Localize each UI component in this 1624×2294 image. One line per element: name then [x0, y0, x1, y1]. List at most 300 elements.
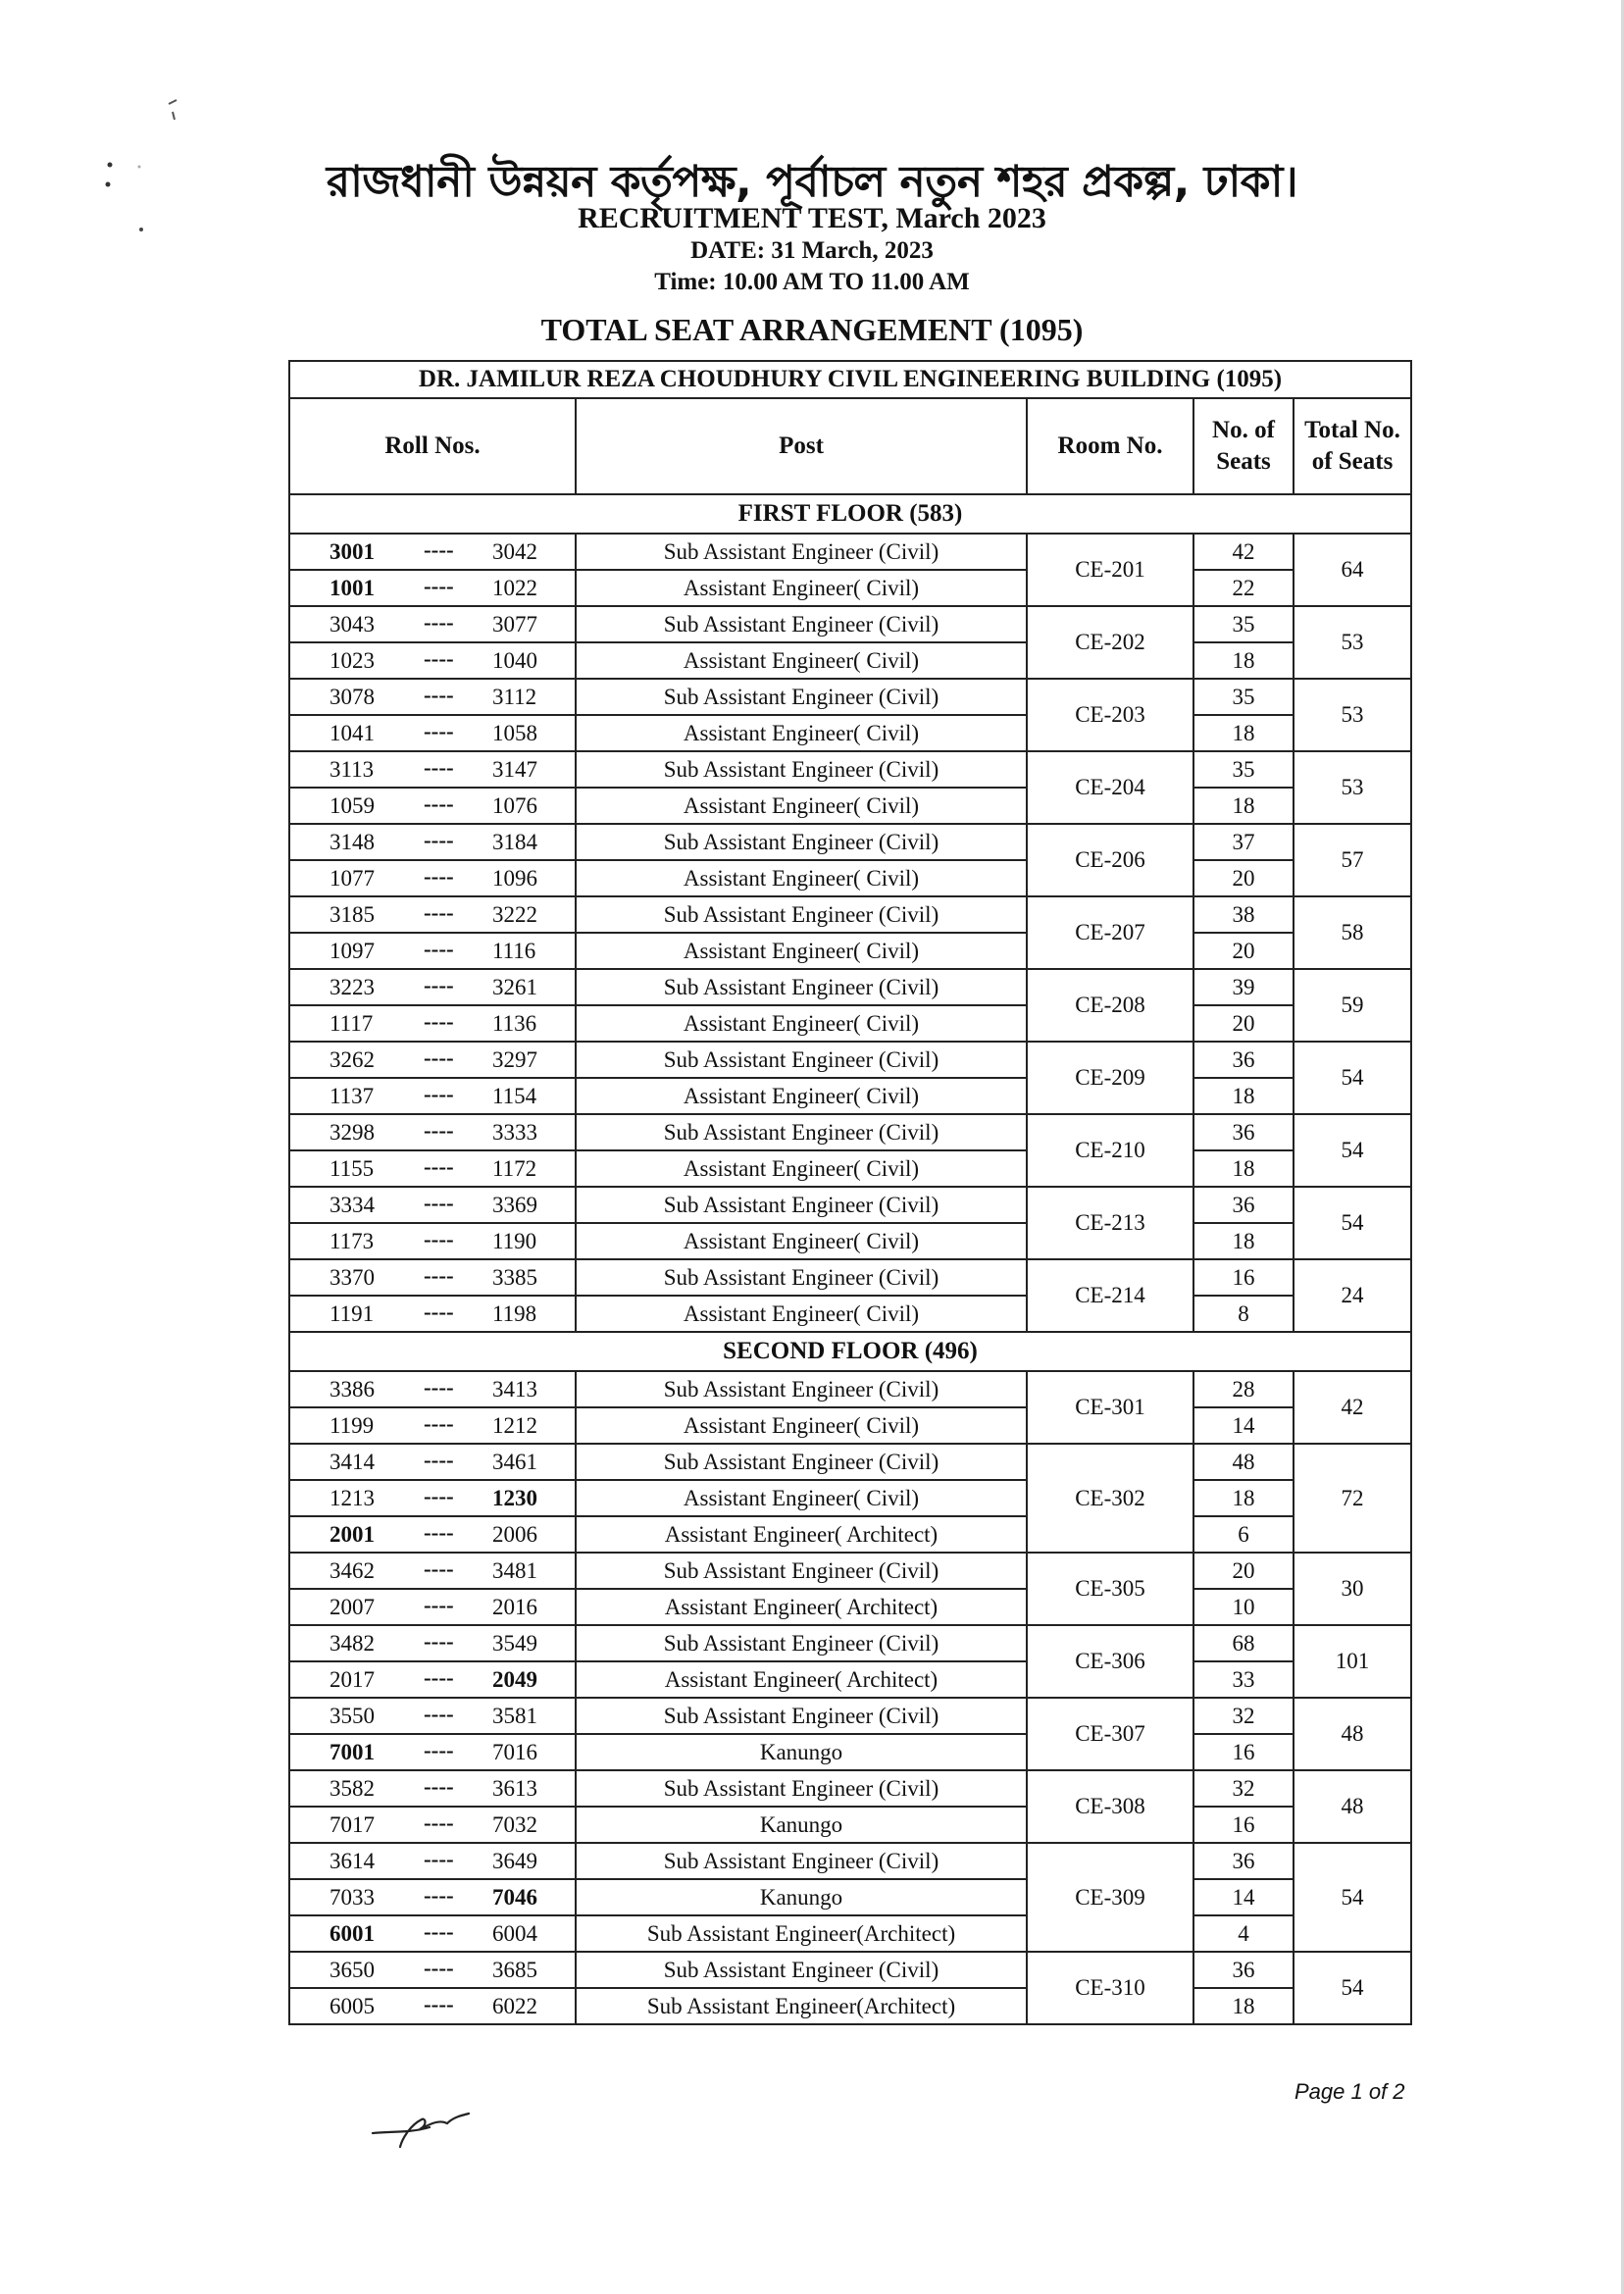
post-cell: Sub Assistant Engineer (Civil) [576, 896, 1027, 933]
roll-range [289, 1407, 576, 1444]
roll-to: 3649 [492, 1849, 537, 1873]
roll-from: 1191 [330, 1301, 375, 1326]
seats-cell: 35 [1193, 606, 1294, 642]
roll-range [289, 1661, 576, 1698]
table-row [289, 1661, 1411, 1698]
post-cell: Sub Assistant Engineer (Civil) [576, 824, 1027, 860]
total-cell: 57 [1294, 824, 1411, 896]
post-cell: Sub Assistant Engineer (Civil) [576, 1042, 1027, 1078]
roll-from: 1213 [330, 1486, 375, 1510]
seats-cell: 20 [1193, 1553, 1294, 1589]
table-row [289, 1770, 1411, 1807]
roll-to: 3184 [492, 830, 537, 854]
roll-range [289, 1005, 576, 1042]
table-row [289, 1187, 1411, 1223]
total-cell: 48 [1294, 1698, 1411, 1770]
roll-range [289, 1187, 576, 1223]
table-row [289, 534, 1411, 570]
seats-cell: 35 [1193, 679, 1294, 715]
page-number: Page 1 of 2 [1294, 2079, 1405, 2104]
roll-range [289, 1553, 576, 1589]
roll-dash: ---- [424, 1883, 454, 1908]
roll-from: 3582 [330, 1776, 375, 1801]
table-row [289, 860, 1411, 896]
roll-to: 3369 [492, 1193, 537, 1217]
roll-range [289, 1807, 576, 1843]
roll-dash: ---- [424, 1956, 454, 1980]
post-cell: Assistant Engineer( Civil) [576, 1296, 1027, 1332]
roll-from: 3043 [330, 612, 375, 637]
total-cell: 64 [1294, 534, 1411, 606]
roll-to: 1116 [492, 939, 536, 963]
col-room-header: Room No. [1027, 398, 1193, 494]
seats-cell: 35 [1193, 751, 1294, 788]
floor-title: FIRST FLOOR (583) [289, 494, 1411, 534]
roll-to: 6004 [492, 1921, 537, 1946]
room-cell: CE-301 [1027, 1371, 1193, 1444]
seats-cell: 18 [1193, 1988, 1294, 2024]
roll-from: 3298 [330, 1120, 375, 1145]
roll-from: 1173 [330, 1229, 375, 1253]
room-cell: CE-202 [1027, 606, 1193, 679]
roll-range [289, 1625, 576, 1661]
post-cell: Sub Assistant Engineer (Civil) [576, 1770, 1027, 1807]
roll-to: 1022 [492, 576, 537, 600]
roll-dash: ---- [424, 1919, 454, 1944]
roll-from: 7001 [330, 1740, 375, 1764]
table-row [289, 1589, 1411, 1625]
roll-to: 3385 [492, 1265, 537, 1290]
roll-to: 2016 [492, 1595, 537, 1619]
roll-range [289, 1516, 576, 1553]
seats-cell: 36 [1193, 1843, 1294, 1879]
roll-range [289, 1042, 576, 1078]
roll-from: 3078 [330, 685, 375, 709]
roll-to: 3549 [492, 1631, 537, 1656]
roll-to: 3581 [492, 1704, 537, 1728]
roll-to: 1040 [492, 648, 537, 673]
roll-dash: ---- [424, 791, 454, 816]
post-cell: Assistant Engineer( Civil) [576, 570, 1027, 606]
seats-cell: 22 [1193, 570, 1294, 606]
post-cell: Assistant Engineer( Civil) [576, 715, 1027, 751]
roll-from: 3223 [330, 975, 375, 999]
roll-dash: ---- [424, 1300, 454, 1324]
roll-to: 3413 [492, 1377, 537, 1402]
roll-range [289, 1770, 576, 1807]
post-cell: Assistant Engineer( Architect) [576, 1661, 1027, 1698]
floor-row [289, 1332, 1411, 1371]
building-title: DR. JAMILUR REZA CHOUDHURY CIVIL ENGINEERING BUILDING (1095) [289, 361, 1411, 398]
roll-from: 3414 [330, 1450, 375, 1474]
post-cell: Sub Assistant Engineer(Architect) [576, 1988, 1027, 2024]
arrangement-title: TOTAL SEAT ARRANGEMENT (1095) [540, 312, 1084, 347]
table-row [289, 606, 1411, 642]
roll-from: 1155 [330, 1156, 375, 1181]
seats-cell: 36 [1193, 1042, 1294, 1078]
roll-range [289, 1589, 576, 1625]
table-row [289, 1553, 1411, 1589]
table-row [289, 1078, 1411, 1114]
roll-from: 1199 [330, 1413, 375, 1438]
table-row [289, 1988, 1411, 2024]
roll-to: 3481 [492, 1558, 537, 1583]
post-cell: Sub Assistant Engineer(Architect) [576, 1915, 1027, 1952]
post-cell: Sub Assistant Engineer (Civil) [576, 1625, 1027, 1661]
roll-dash: ---- [424, 1992, 454, 2016]
roll-dash: ---- [424, 755, 454, 780]
roll-range [289, 1952, 576, 1988]
roll-range [289, 715, 576, 751]
roll-to: 1190 [492, 1229, 537, 1253]
seat-arrangement-table [288, 360, 1412, 2025]
table-row [289, 715, 1411, 751]
table-row [289, 969, 1411, 1005]
roll-to: 7016 [492, 1740, 537, 1764]
roll-to: 1136 [492, 1011, 537, 1036]
table-row [289, 1734, 1411, 1770]
roll-dash: ---- [424, 1629, 454, 1654]
table-row [289, 1952, 1411, 1988]
room-cell: CE-206 [1027, 824, 1193, 896]
roll-to: 6022 [492, 1994, 537, 2018]
roll-from: 3262 [330, 1047, 375, 1072]
post-cell: Assistant Engineer( Civil) [576, 1407, 1027, 1444]
roll-range [289, 642, 576, 679]
roll-dash: ---- [424, 719, 454, 743]
roll-from: 3113 [330, 757, 375, 782]
table-row [289, 1444, 1411, 1480]
roll-range [289, 1259, 576, 1296]
table-row [289, 570, 1411, 606]
floor-title: SECOND FLOOR (496) [289, 1332, 1411, 1371]
seats-cell: 33 [1193, 1661, 1294, 1698]
roll-to: 1076 [492, 793, 537, 818]
room-cell: CE-204 [1027, 751, 1193, 824]
post-cell: Sub Assistant Engineer (Civil) [576, 969, 1027, 1005]
table-row [289, 1480, 1411, 1516]
roll-to: 1212 [492, 1413, 537, 1438]
roll-dash: ---- [424, 1810, 454, 1835]
table-row [289, 788, 1411, 824]
roll-from: 2007 [330, 1595, 375, 1619]
col-seats-header: No. of Seats [1193, 398, 1294, 494]
room-cell: CE-305 [1027, 1553, 1193, 1625]
roll-dash: ---- [424, 1263, 454, 1288]
roll-to: 3261 [492, 975, 537, 999]
seats-cell: 20 [1193, 933, 1294, 969]
post-cell: Sub Assistant Engineer (Civil) [576, 679, 1027, 715]
table-row [289, 1698, 1411, 1734]
roll-range [289, 606, 576, 642]
total-cell: 24 [1294, 1259, 1411, 1332]
seats-cell: 38 [1193, 896, 1294, 933]
col-total-header: Total No. of Seats [1294, 398, 1411, 494]
roll-dash: ---- [424, 683, 454, 707]
roll-dash: ---- [424, 574, 454, 598]
table-row [289, 896, 1411, 933]
post-cell: Kanungo [576, 1879, 1027, 1915]
seats-cell: 28 [1193, 1371, 1294, 1407]
seats-cell: 18 [1193, 1078, 1294, 1114]
roll-from: 3001 [330, 539, 375, 564]
roll-dash: ---- [424, 1118, 454, 1143]
post-cell: Sub Assistant Engineer (Civil) [576, 606, 1027, 642]
seats-cell: 37 [1193, 824, 1294, 860]
table-row [289, 1005, 1411, 1042]
total-cell: 54 [1294, 1187, 1411, 1259]
roll-from: 1097 [330, 939, 375, 963]
post-cell: Assistant Engineer( Civil) [576, 1005, 1027, 1042]
roll-from: 3482 [330, 1631, 375, 1656]
roll-dash: ---- [424, 646, 454, 671]
roll-to: 3685 [492, 1958, 537, 1982]
post-cell: Sub Assistant Engineer (Civil) [576, 534, 1027, 570]
roll-dash: ---- [424, 1738, 454, 1762]
seats-cell: 14 [1193, 1879, 1294, 1915]
roll-to: 1154 [492, 1084, 537, 1108]
table-row [289, 1371, 1411, 1407]
roll-range [289, 679, 576, 715]
room-cell: CE-203 [1027, 679, 1193, 751]
roll-to: 2006 [492, 1522, 537, 1547]
total-cell: 53 [1294, 679, 1411, 751]
roll-range [289, 1296, 576, 1332]
seats-cell: 32 [1193, 1698, 1294, 1734]
roll-dash: ---- [424, 1082, 454, 1106]
roll-to: 3461 [492, 1450, 537, 1474]
roll-from: 6001 [330, 1921, 375, 1946]
seats-cell: 39 [1193, 969, 1294, 1005]
roll-range [289, 1915, 576, 1952]
seats-cell: 20 [1193, 1005, 1294, 1042]
roll-dash: ---- [424, 1191, 454, 1215]
roll-from: 2017 [330, 1667, 375, 1692]
roll-from: 1137 [330, 1084, 375, 1108]
roll-from: 6005 [330, 1994, 375, 2018]
post-cell: Assistant Engineer( Civil) [576, 1150, 1027, 1187]
roll-from: 3614 [330, 1849, 375, 1873]
roll-to: 3077 [492, 612, 537, 637]
seats-cell: 48 [1193, 1444, 1294, 1480]
total-cell: 58 [1294, 896, 1411, 969]
roll-range [289, 534, 576, 570]
seats-cell: 6 [1193, 1516, 1294, 1553]
roll-dash: ---- [424, 1045, 454, 1070]
roll-range [289, 1114, 576, 1150]
roll-from: 3334 [330, 1193, 375, 1217]
room-cell: CE-209 [1027, 1042, 1193, 1114]
col-post-header: Post [576, 398, 1027, 494]
roll-to: 3297 [492, 1047, 537, 1072]
post-cell: Assistant Engineer( Architect) [576, 1516, 1027, 1553]
table-row [289, 1223, 1411, 1259]
roll-dash: ---- [424, 1774, 454, 1799]
seats-cell: 16 [1193, 1734, 1294, 1770]
table-row [289, 1915, 1411, 1952]
roll-dash: ---- [424, 1375, 454, 1400]
seats-cell: 4 [1193, 1915, 1294, 1952]
roll-from: 3185 [330, 902, 375, 927]
roll-dash: ---- [424, 900, 454, 925]
roll-dash: ---- [424, 937, 454, 961]
roll-range [289, 1698, 576, 1734]
room-cell: CE-309 [1027, 1843, 1193, 1952]
roll-range [289, 1988, 576, 2024]
roll-dash: ---- [424, 864, 454, 889]
roll-dash: ---- [424, 973, 454, 997]
roll-range [289, 1078, 576, 1114]
roll-to: 7046 [492, 1885, 537, 1910]
table-row [289, 1843, 1411, 1879]
roll-dash: ---- [424, 1448, 454, 1472]
room-cell: CE-213 [1027, 1187, 1193, 1259]
roll-from: 7017 [330, 1812, 375, 1837]
post-cell: Sub Assistant Engineer (Civil) [576, 1444, 1027, 1480]
post-cell: Kanungo [576, 1807, 1027, 1843]
roll-range [289, 751, 576, 788]
table-row [289, 1259, 1411, 1296]
roll-range [289, 824, 576, 860]
post-cell: Assistant Engineer( Civil) [576, 860, 1027, 896]
roll-to: 1198 [492, 1301, 537, 1326]
total-cell: 72 [1294, 1444, 1411, 1553]
table-row [289, 642, 1411, 679]
roll-from: 3148 [330, 830, 375, 854]
roll-dash: ---- [424, 610, 454, 635]
total-cell: 42 [1294, 1371, 1411, 1444]
test-title: RECRUITMENT TEST, March 2023 [578, 202, 1046, 234]
seats-cell: 16 [1193, 1259, 1294, 1296]
room-cell: CE-308 [1027, 1770, 1193, 1843]
seats-cell: 14 [1193, 1407, 1294, 1444]
post-cell: Sub Assistant Engineer (Civil) [576, 1553, 1027, 1589]
roll-range [289, 788, 576, 824]
table-row [289, 1150, 1411, 1187]
seats-cell: 36 [1193, 1187, 1294, 1223]
table-body [289, 494, 1411, 2024]
test-time: Time: 10.00 AM TO 11.00 AM [654, 269, 970, 295]
total-cell: 54 [1294, 1114, 1411, 1187]
roll-dash: ---- [424, 1665, 454, 1690]
roll-range [289, 1879, 576, 1915]
seats-cell: 16 [1193, 1807, 1294, 1843]
roll-range [289, 933, 576, 969]
room-cell: CE-214 [1027, 1259, 1193, 1332]
roll-to: 1058 [492, 721, 537, 745]
seats-cell: 36 [1193, 1952, 1294, 1988]
roll-dash: ---- [424, 1484, 454, 1508]
seats-cell: 10 [1193, 1589, 1294, 1625]
post-cell: Assistant Engineer( Civil) [576, 788, 1027, 824]
roll-dash: ---- [424, 1593, 454, 1617]
seats-cell: 20 [1193, 860, 1294, 896]
table-row [289, 1516, 1411, 1553]
post-cell: Sub Assistant Engineer (Civil) [576, 1187, 1027, 1223]
seats-cell: 18 [1193, 1150, 1294, 1187]
roll-to: 3222 [492, 902, 537, 927]
seats-cell: 18 [1193, 1480, 1294, 1516]
post-cell: Sub Assistant Engineer (Civil) [576, 751, 1027, 788]
roll-dash: ---- [424, 1154, 454, 1179]
test-date: DATE: 31 March, 2023 [690, 237, 934, 264]
room-cell: CE-207 [1027, 896, 1193, 969]
roll-range [289, 1150, 576, 1187]
signature [371, 2104, 488, 2153]
roll-to: 1172 [492, 1156, 537, 1181]
roll-range [289, 1480, 576, 1516]
seats-cell: 18 [1193, 715, 1294, 751]
seats-cell: 32 [1193, 1770, 1294, 1807]
roll-to: 3042 [492, 539, 537, 564]
roll-dash: ---- [424, 1847, 454, 1871]
total-cell: 54 [1294, 1843, 1411, 1952]
roll-range [289, 1444, 576, 1480]
seats-cell: 8 [1193, 1296, 1294, 1332]
roll-dash: ---- [424, 1009, 454, 1034]
roll-from: 7033 [330, 1885, 375, 1910]
post-cell: Sub Assistant Engineer (Civil) [576, 1259, 1027, 1296]
post-cell: Sub Assistant Engineer (Civil) [576, 1698, 1027, 1734]
post-cell: Sub Assistant Engineer (Civil) [576, 1952, 1027, 1988]
seats-cell: 42 [1193, 534, 1294, 570]
room-cell: CE-307 [1027, 1698, 1193, 1770]
room-cell: CE-201 [1027, 534, 1193, 606]
post-cell: Assistant Engineer( Civil) [576, 642, 1027, 679]
total-cell: 53 [1294, 606, 1411, 679]
roll-from: 1117 [330, 1011, 374, 1036]
roll-to: 1230 [492, 1486, 537, 1510]
total-cell: 54 [1294, 1952, 1411, 2024]
roll-from: 3462 [330, 1558, 375, 1583]
post-cell: Assistant Engineer( Architect) [576, 1589, 1027, 1625]
floor-row [289, 494, 1411, 534]
roll-dash: ---- [424, 1520, 454, 1545]
table-row [289, 1296, 1411, 1332]
roll-from: 1077 [330, 866, 375, 891]
post-cell: Assistant Engineer( Civil) [576, 933, 1027, 969]
table-row [289, 1625, 1411, 1661]
post-cell: Sub Assistant Engineer (Civil) [576, 1843, 1027, 1879]
roll-range [289, 969, 576, 1005]
roll-dash: ---- [424, 1411, 454, 1436]
roll-dash: ---- [424, 1702, 454, 1726]
roll-range [289, 860, 576, 896]
roll-dash: ---- [424, 537, 454, 562]
roll-to: 1096 [492, 866, 537, 891]
total-cell: 59 [1294, 969, 1411, 1042]
roll-to: 3112 [492, 685, 537, 709]
room-cell: CE-302 [1027, 1444, 1193, 1553]
roll-from: 1023 [330, 648, 375, 673]
roll-to: 3613 [492, 1776, 537, 1801]
roll-from: 3650 [330, 1958, 375, 1982]
bengali-title: রাজধানী উন্নয়ন কর্তৃপক্ষ, পূর্বাচল নতুন শহর প্রকল্প, ঢাকা। [326, 157, 1298, 207]
seats-cell: 68 [1193, 1625, 1294, 1661]
seats-cell: 18 [1193, 788, 1294, 824]
roll-from: 3386 [330, 1377, 375, 1402]
roll-from: 3550 [330, 1704, 375, 1728]
seats-cell: 18 [1193, 642, 1294, 679]
roll-from: 2001 [330, 1522, 375, 1547]
post-cell: Kanungo [576, 1734, 1027, 1770]
room-cell: CE-306 [1027, 1625, 1193, 1698]
roll-range [289, 570, 576, 606]
total-cell: 30 [1294, 1553, 1411, 1625]
roll-range [289, 1734, 576, 1770]
roll-dash: ---- [424, 1556, 454, 1581]
roll-to: 3147 [492, 757, 537, 782]
